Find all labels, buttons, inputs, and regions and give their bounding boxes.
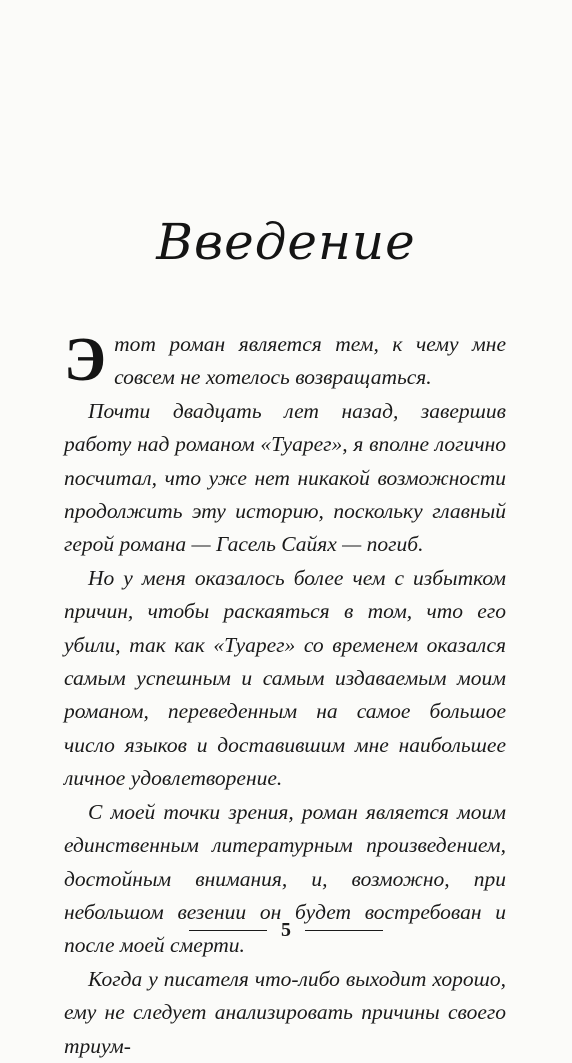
paragraph-2: Почти двадцать лет назад, завершив работу над романом «Туарег», я вполне логично посчитал, что уже нет никакой возможности продолжить эту историю, поскольку главный герой романа — Гасель Сайях — погиб. — [64, 398, 506, 557]
footer-rule-right — [305, 930, 383, 931]
page-footer — [0, 918, 572, 942]
paragraph-1 — [64, 328, 506, 395]
paragraph-1-text: тот роман является тем, к чему мне совсем не хотелось возвращаться. — [114, 332, 506, 390]
body-text — [64, 328, 506, 1063]
drop-cap: Э — [64, 326, 107, 394]
paragraph-4: С моей точки зрения, роман является моим единственным литературным произведением, достойным внимания, и, возможно, при небольшом везении он будет востребован и после моей смерти. — [64, 799, 506, 958]
footer-rule-left — [189, 930, 267, 931]
chapter-title: Введение — [156, 213, 416, 271]
paragraph-5: Когда у писателя что-либо выходит хорошо, ему не следует анализировать причины своего триум- — [64, 966, 506, 1058]
paragraph-3: Но у меня оказалось более чем с избытком причин, чтобы раскаяться в том, что его убили, так как «Туарег» со временем оказался самым успешным и самым издаваемым моим романом, переведенным на самое большое число языков и доставившим мне наибольшее личное удовлетворение. — [64, 565, 506, 791]
page-number: 5 — [281, 919, 291, 941]
